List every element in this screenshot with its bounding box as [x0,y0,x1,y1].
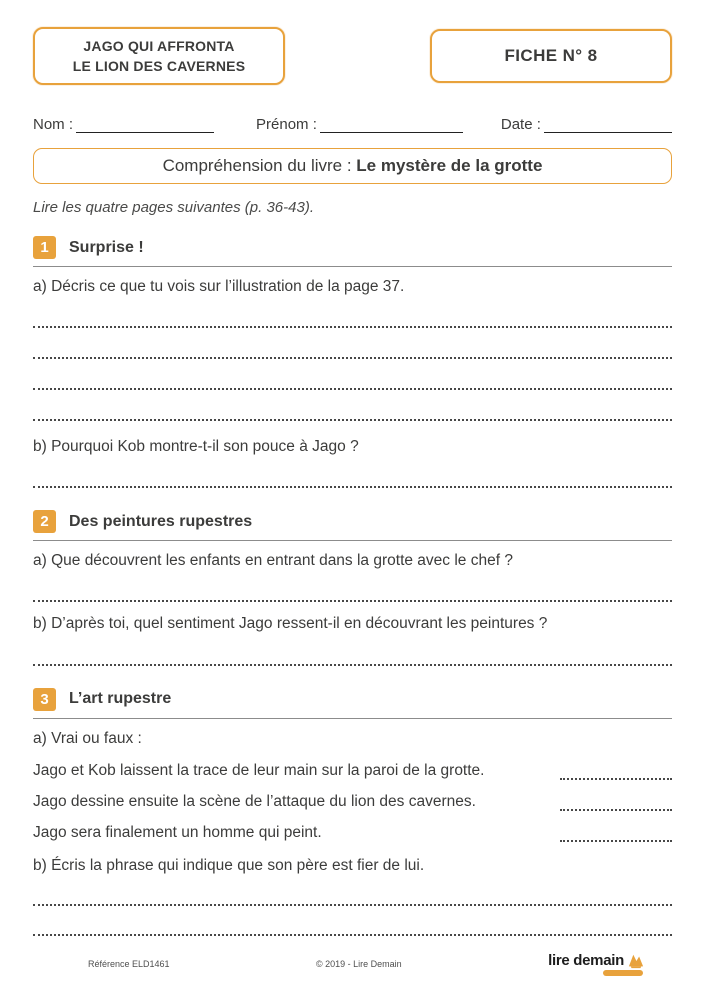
prenom-fill-line [320,115,463,133]
section-2-question-a: a) Que découvrent les enfants en entrant dans la grotte avec le chef ? [33,552,513,570]
answer-line [33,328,672,359]
answer-line [33,457,672,488]
worksheet-title-bold: Le mystère de la grotte [356,156,543,175]
true-false-row [33,790,672,811]
answer-line [33,390,672,421]
answer-line [33,635,672,666]
section-2-header [33,510,672,541]
date-fill-line [544,115,672,133]
section-3-question-a: a) Vrai ou faux : [33,729,142,747]
prenom-label: Prénom : [256,116,317,133]
worksheet-title [163,156,543,176]
true-false-statement: Jago dessine ensuite la scène de l’attaque du lion des cavernes. [33,792,476,810]
fiche-number-label: FICHE N° 8 [504,46,598,65]
section-3-title: L’art rupestre [69,690,172,708]
footer-reference: Référence ELD1461 [88,959,170,969]
true-false-statement: Jago et Kob laissent la trace de leur main sur la paroi de la grotte. [33,761,485,779]
nom-fill-line [76,115,214,133]
section-1-question-b: b) Pourquoi Kob montre-t-il son pouce à Jago ? [33,438,359,456]
section-1-header [33,236,672,267]
book-title-line2: LE LION DES CAVERNES [72,58,246,74]
lire-demain-logo [548,952,645,976]
lire-demain-logo-icon [627,953,645,969]
date-label: Date : [500,116,541,133]
section-2-question-b: b) D’après toi, quel sentiment Jago ressent-il en découvrant les peintures ? [33,615,548,633]
true-false-answer-dots [560,765,672,780]
answer-line [33,359,672,390]
true-false-answer-dots [560,796,672,811]
book-title-line1: JAGO QUI AFFRONTA [83,37,235,54]
lire-demain-logo-text: lire demain [548,952,624,969]
fiche-number-box [430,29,672,83]
true-false-row [33,759,672,780]
header [33,27,672,85]
true-false-answer-dots [560,827,672,842]
section-1-number-badge: 1 [33,236,56,259]
section-3-question-b: b) Écris la phrase qui indique que son père est fier de lui. [33,856,425,874]
lire-demain-logo-banner [603,970,643,976]
footer-copyright: © 2019 - Lire Demain [315,959,402,969]
book-title-box [33,27,285,85]
true-false-statement: Jago sera finalement un homme qui peint. [33,823,322,841]
worksheet-title-regular: Compréhension du livre : [162,156,357,175]
section-1-title: Surprise ! [69,238,144,256]
section-3-header [33,688,672,719]
answer-line [33,876,672,906]
section-3-number-badge: 3 [33,688,56,711]
section-2-number-badge: 2 [33,510,56,533]
section-2-title: Des peintures rupestres [69,512,253,530]
answer-line [33,571,672,602]
worksheet-title-box [33,148,672,184]
identity-row [33,113,672,133]
nom-label: Nom : [33,116,74,133]
answer-line [33,297,672,328]
footer [0,952,705,976]
answer-line [33,906,672,936]
true-false-row [33,821,672,842]
reading-instruction: Lire les quatre pages suivantes (p. 36-43). [33,199,314,216]
section-1-question-a: a) Décris ce que tu vois sur l’illustration de la page 37. [33,278,405,295]
